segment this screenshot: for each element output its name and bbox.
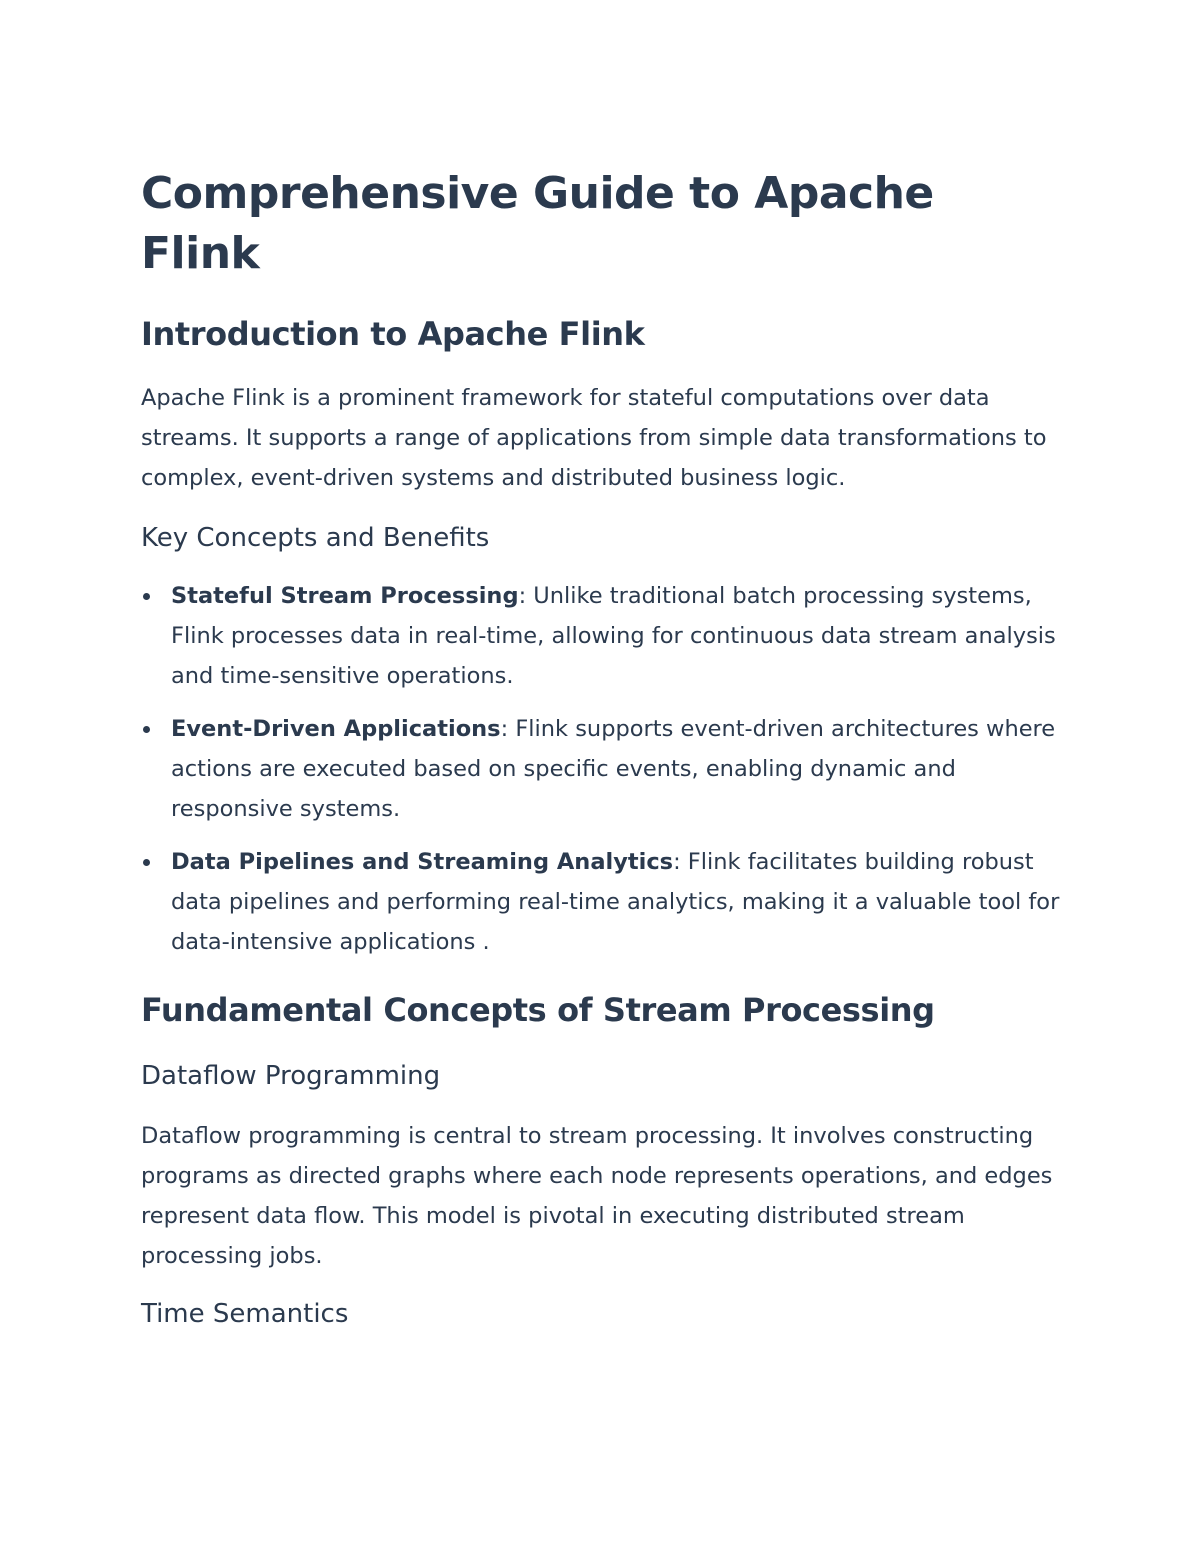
bullet-icon [143, 593, 150, 600]
list-item-term: Event-Driven Applications [171, 716, 501, 742]
list-item [141, 709, 1066, 829]
key-concepts-list [141, 576, 1066, 962]
list-item-text: : Flink facilitates building robust data pipelines and performing real-time analytics, making it a valuable tool for data-intensive applications . [171, 849, 1060, 955]
list-item-term: Data Pipelines and Streaming Analytics [171, 849, 674, 875]
time-semantics-heading: Time Semantics [141, 1299, 349, 1329]
document-body [141, 164, 1066, 1332]
fundamentals-heading: Fundamental Concepts of Stream Processing [141, 991, 935, 1029]
key-concepts-heading: Key Concepts and Benefits [141, 523, 490, 553]
list-item-text: : Flink supports event-driven architectures where actions are executed based on specific events, enabling dynamic and responsive systems. [171, 716, 1056, 822]
list-item-term: Stateful Stream Processing [171, 583, 519, 609]
list-item-text: : Unlike traditional batch processing systems, Flink processes data in real-time, allowing for continuous data stream analysis and time-sensitive operations. [171, 583, 1056, 689]
dataflow-heading: Dataflow Programming [141, 1061, 441, 1091]
bullet-icon [143, 859, 150, 866]
intro-heading: Introduction to Apache Flink [141, 315, 645, 353]
document-title: Comprehensive Guide to Apache Flink [141, 168, 934, 279]
intro-paragraph: Apache Flink is a prominent framework for stateful computations over data streams. It supports a range of applications from simple data transformations to complex, event-driven systems and distributed business logic. [141, 385, 1047, 491]
dataflow-paragraph: Dataflow programming is central to stream processing. It involves constructing programs as directed graphs where each node represents operations, and edges represent data flow. This model is pivotal in executing distributed stream processing jobs. [141, 1123, 1053, 1269]
bullet-icon [143, 726, 150, 733]
list-item [141, 842, 1066, 962]
list-item [141, 576, 1066, 696]
